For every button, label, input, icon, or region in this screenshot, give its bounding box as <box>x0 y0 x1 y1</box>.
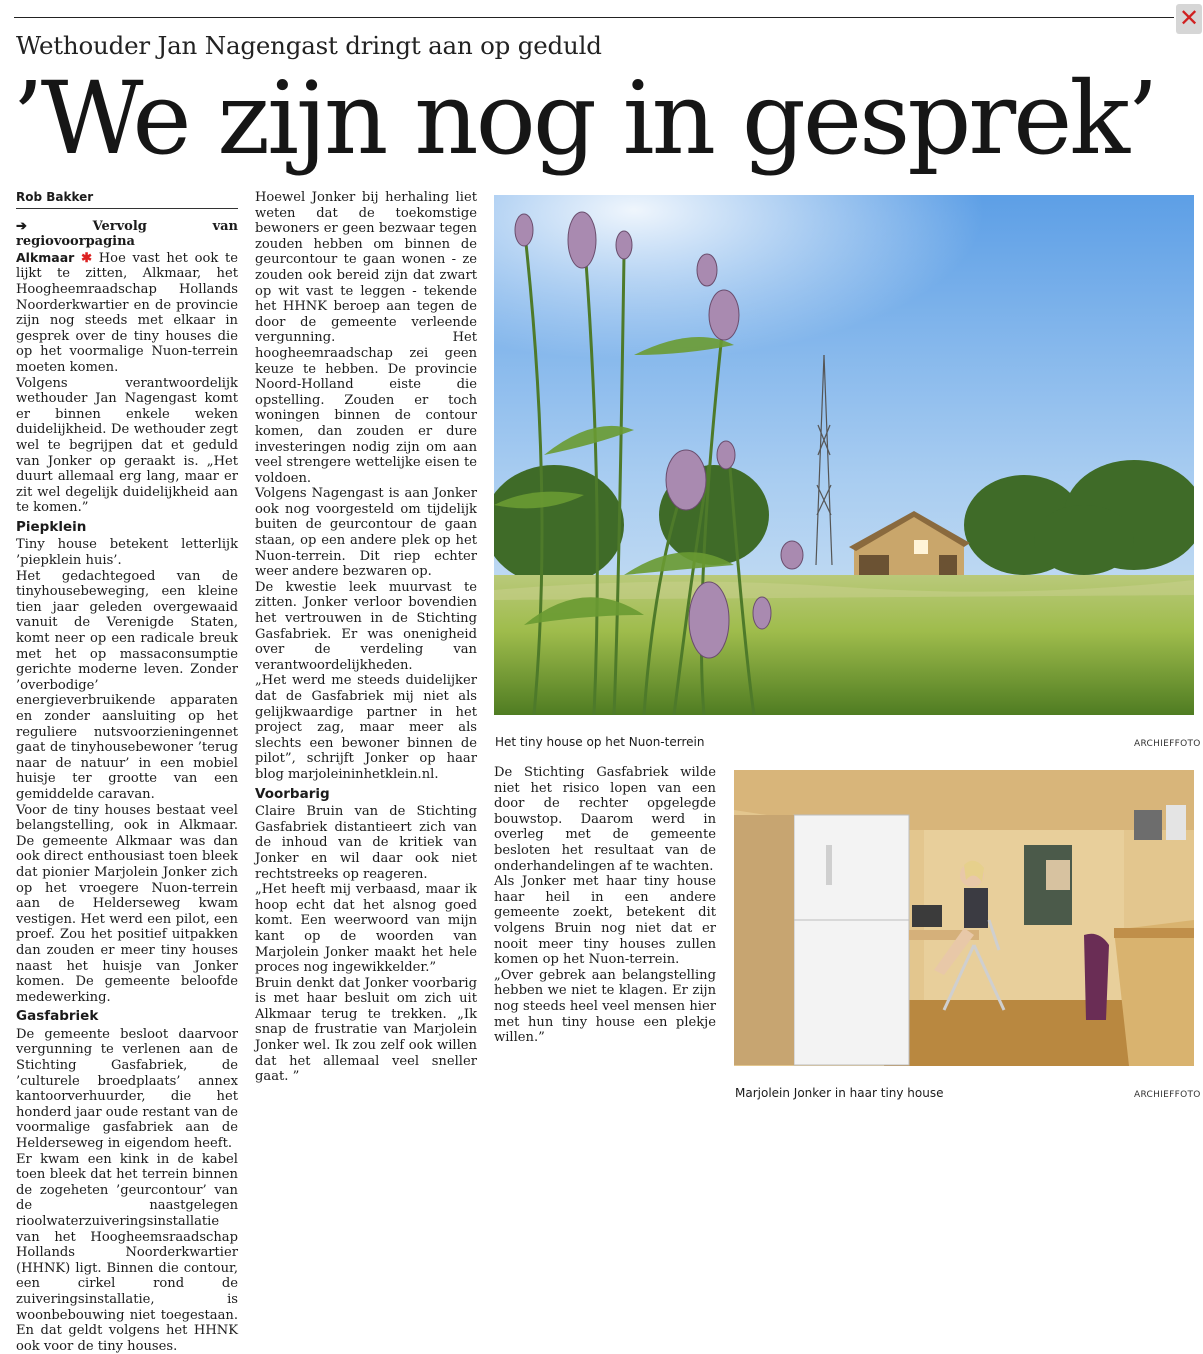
intro-paragraph: Alkmaar ✱ Hoe vast het ook te lijkt te zitten, Alkmaar, het Hoogheemraadschap Hollands Noorderkwartier en de provincie zijn nog steeds met elkaar in gesprek over de tiny houses die op het voormalige Nuon-terrein moeten komen. <box>16 249 238 375</box>
paragraph: Er kwam een kink in de kabel toen bleek dat het terrein binnen de zogeheten ’geurcontour’ van de naastgelegen rioolwaterzuiveringsinstallatie van het Hoogheemsraadschap Hollands Noorderkwartier (HHNK) ligt. Binnen die contour, een cirkel rond de zuiveringsinstallatie, is woonbebouwing niet toegestaan. En dat geldt volgens het HHNK ook voor de tiny houses. <box>16 1151 238 1354</box>
paragraph: „Over gebrek aan belangstelling hebben we niet te klagen. Er zijn nog steeds heel veel mensen hier met hun tiny house een plekje willen.” <box>494 967 716 1046</box>
byline: Rob Bakker <box>16 190 238 209</box>
photo-2-caption: Marjolein Jonker in haar tiny house <box>735 1086 944 1100</box>
subheading-piepklein: Piepklein <box>16 518 87 535</box>
paragraph: Hoewel Jonker bij herhaling liet weten dat de toekomstige bewoners er geen bezwaar tegen zouden hebben om binnen de geurcontour te gaan wonen - ze zouden ook bereid zijn dat zwart op wit vast te leggen - tekende het HHNK beroep aan tegen de door de gemeente verleende vergunning. Het hoogheemraadschap zei geen keuze te hebben. De provincie Noord-Holland eiste die opstelling. Zouden er toch woningen binnen de contour komen, dan zouden er dure investeringen nodig zijn om aan veel strengere wettelijke eisen te voldoen. <box>255 190 477 486</box>
paragraph: De gemeente besloot daarvoor vergunning te verlenen aan de Stichting Gasfabriek, de ’culturele broedplaats’ annex kantoorverhuurder, die het honderd jaar oude restant van de voormalige gasfabriek aan de Helderseweg in eigendom heeft. <box>16 1026 238 1152</box>
continued-from-link[interactable]: ➔ Vervolg van regiovoorpagina <box>16 218 238 250</box>
photo-interior-image <box>734 770 1194 1066</box>
subheading-voorbarig: Voorbarig <box>255 785 330 802</box>
paragraph: „Het heeft mij verbaasd, maar ik hoop echt dat het alsnog goed komt. Een weerwoord van mijn kant op de woorden van Marjolein Jonker maakt het hele proces nog ingewikkelder.” <box>255 882 477 976</box>
kicker: Wethouder Jan Nagengast dringt aan op geduld <box>16 31 602 60</box>
photo-interior <box>734 770 1194 1066</box>
paragraph: Het gedachtegoed van de tinyhousebeweging, een kleine tien jaar geleden overgewaaid vanuit de Verenigde Staten, komt neer op een radicale breuk met het op massaconsumptie gerichte moderne leven. Zonder ’overbodige’ energieverbruikende apparaten en zonder aansluiting op het reguliere nutsvoorzieningennet gaat de tinyhousebewoner ’terug naar de natuur’ in een mobiel huisje ter grootte van een gemiddelde caravan. <box>16 568 238 802</box>
paragraph: De kwestie leek muurvast te zitten. Jonker verloor bovendien het vertrouwen in de Stichting Gasfabriek. Er was onenigheid over de verdeling van verantwoordelijkheden. <box>255 579 477 673</box>
paragraph: Volgens verantwoordelijk wethouder Jan Nagengast komt er binnen enkele weken duidelijkheid. De wethouder zegt wel te begrijpen dat et geduld van Jonker op geraakt is. „Het duurt allemaal erg lang, maar er zit wel degelijk duidelijkheid aan te komen.” <box>16 375 238 516</box>
dateline-star-icon: ✱ <box>81 250 93 266</box>
close-icon[interactable]: ✕ <box>1176 4 1202 34</box>
article-column-2 <box>255 190 477 1085</box>
photo-1-credit: ARCHIEFFOTO <box>1134 739 1201 749</box>
paragraph: Bruin denkt dat Jonker voorbarig is met haar besluit om zich uit Alkmaar terug te trekken. „Ik snap de frustratie van Marjolein Jonker wel. Ik zou zelf ook willen dat het allemaal veel sneller gaat. ” <box>255 975 477 1085</box>
top-rule <box>14 17 1174 18</box>
subheading-gasfabriek: Gasfabriek <box>16 1008 99 1025</box>
headline: ’We zijn nog in gesprek’ <box>12 60 1156 177</box>
photo-2-credit: ARCHIEFFOTO <box>1134 1090 1201 1100</box>
paragraph: Tiny house betekent letterlijk ’piepklein huis’. <box>16 537 238 569</box>
article-column-1 <box>16 190 238 1354</box>
paragraph: Als Jonker met haar tiny house haar heil in een andere gemeente zoekt, betekent dit volgens Bruin nog niet dat er nooit meer tiny houses zullen komen op het Nuon-terrein. <box>494 874 716 968</box>
paragraph: De Stichting Gasfabriek wilde niet het risico lopen van een door de rechter opgelegde bouwstop. Daarom werd in overleg met de gemeente besloten het resultaat van de onderhandelingen af te wachten. <box>494 765 716 874</box>
photo-tiny-house-field <box>494 195 1194 715</box>
paragraph: Voor de tiny houses bestaat veel belangstelling, ook in Alkmaar. De gemeente Alkmaar was dan ook direct enthousiast toen bleek dat pionier Marjolein Jonker zich op het vroegere Nuon-terrein aan de Helderseweg kwam vestigen. Het werd een pilot, een proef. Zou het positief uitpakken dan zouden er meer tiny houses naast het huisje van Jonker komen. De gemeente beloofde medewerking. <box>16 802 238 1005</box>
paragraph: „Het werd me steeds duidelijker dat de Gasfabriek mij niet als gelijkwaardige partner in het project zag, maar meer als slechts een bewoner binnen de pilot”, schrijft Jonker op haar blog marjoleininhetklein.nl. <box>255 673 477 782</box>
paragraph: Claire Bruin van de Stichting Gasfabriek distantieert zich van de inhoud van de kritiek van Jonker en wil daar ook niet rechtstreeks op reageren. <box>255 804 477 882</box>
paragraph: Volgens Nagengast is aan Jonker ook nog voorgesteld om tijdelijk buiten de geurcontour de gaan staan, op een andere plek op het Nuon-terrein. Dit riep echter weer andere bezwaren op. <box>255 486 477 580</box>
article-column-3 <box>494 765 716 1046</box>
photo-tiny-house-field-image <box>494 195 1194 715</box>
dateline: Alkmaar <box>16 249 75 265</box>
photo-1-caption: Het tiny house op het Nuon-terrein <box>495 735 705 749</box>
